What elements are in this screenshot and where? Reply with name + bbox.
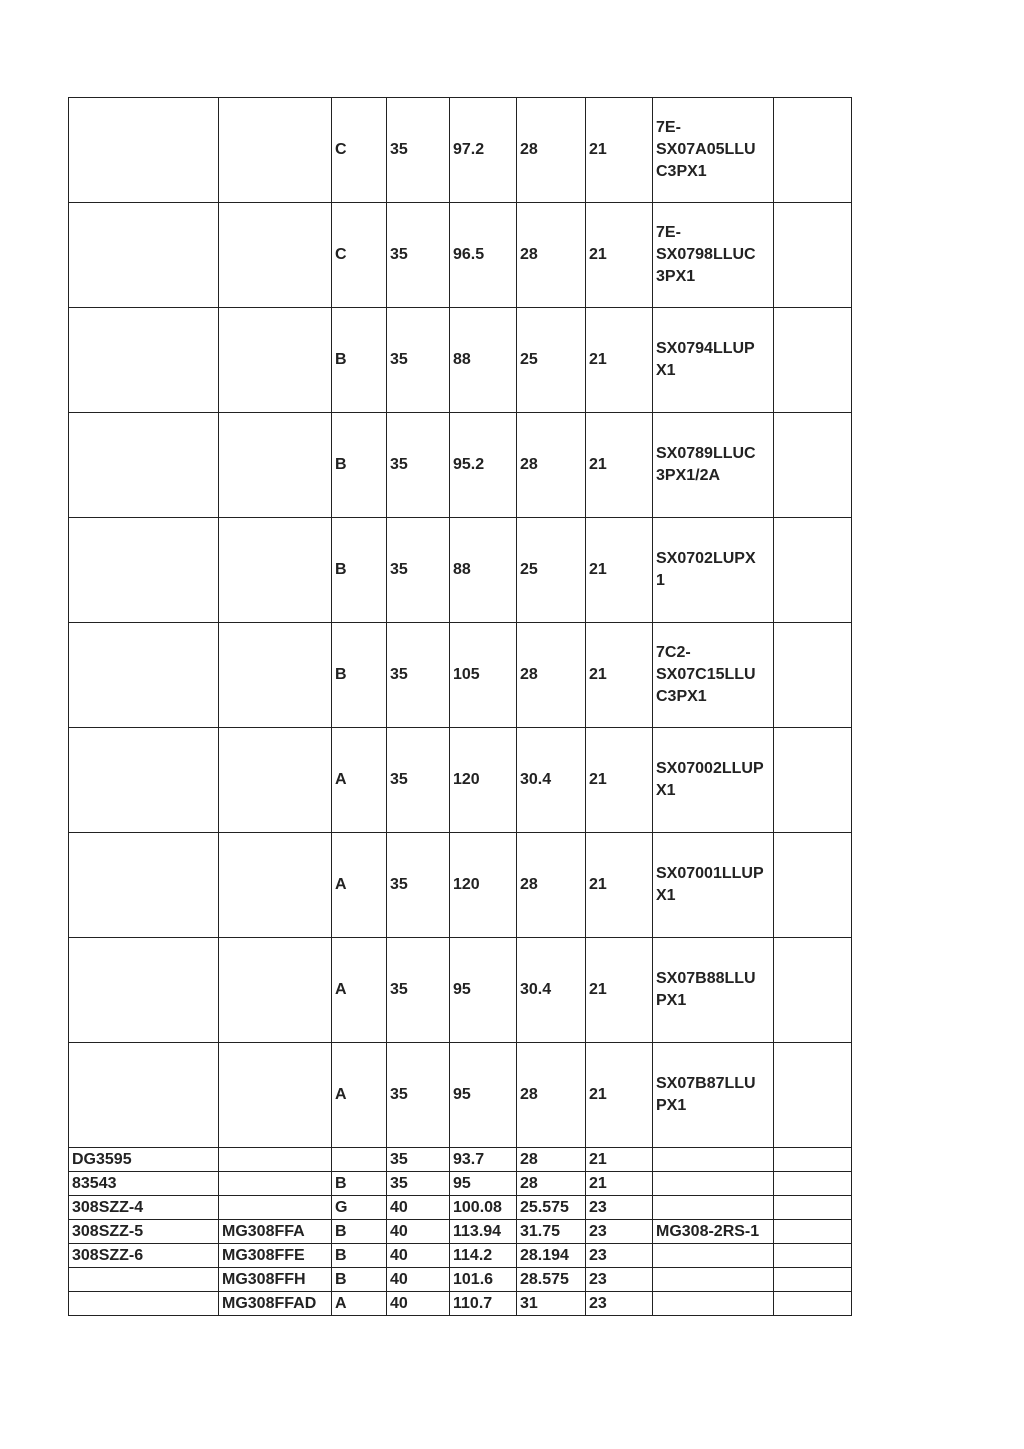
table-cell: 25 bbox=[517, 308, 586, 413]
table-cell: 28 bbox=[517, 623, 586, 728]
table-cell bbox=[774, 518, 852, 623]
table-cell: A bbox=[332, 833, 387, 938]
table-cell bbox=[69, 518, 219, 623]
table-cell bbox=[774, 1244, 852, 1268]
table-cell: A bbox=[332, 728, 387, 833]
table-cell: 95 bbox=[450, 938, 517, 1043]
table-cell: 21 bbox=[586, 1148, 653, 1172]
table-row bbox=[69, 413, 852, 518]
table-cell: 28 bbox=[517, 833, 586, 938]
table-cell bbox=[69, 308, 219, 413]
table-cell bbox=[69, 623, 219, 728]
table-cell: 40 bbox=[387, 1220, 450, 1244]
table-cell: 95.2 bbox=[450, 413, 517, 518]
table-cell: B bbox=[332, 308, 387, 413]
table-cell: 21 bbox=[586, 413, 653, 518]
table-cell: 23 bbox=[586, 1268, 653, 1292]
table-cell: SX07002LLUP X1 bbox=[653, 728, 774, 833]
table-cell bbox=[219, 833, 332, 938]
table-row bbox=[69, 1172, 852, 1196]
table-cell: 35 bbox=[387, 833, 450, 938]
table-cell: 35 bbox=[387, 308, 450, 413]
table-cell: 113.94 bbox=[450, 1220, 517, 1244]
table-cell: 21 bbox=[586, 98, 653, 203]
table-cell: MG308FFA bbox=[219, 1220, 332, 1244]
table-cell: 95 bbox=[450, 1043, 517, 1148]
table-cell: 40 bbox=[387, 1196, 450, 1220]
table-cell bbox=[69, 728, 219, 833]
table-cell: SX07B88LLU PX1 bbox=[653, 938, 774, 1043]
table-cell bbox=[219, 308, 332, 413]
table-cell: 35 bbox=[387, 728, 450, 833]
table-cell bbox=[219, 1172, 332, 1196]
table-cell bbox=[774, 1148, 852, 1172]
table-cell: 40 bbox=[387, 1268, 450, 1292]
table-cell: 308SZZ-4 bbox=[69, 1196, 219, 1220]
table-cell: 114.2 bbox=[450, 1244, 517, 1268]
table-cell bbox=[219, 98, 332, 203]
table-cell: 21 bbox=[586, 203, 653, 308]
table-cell: 25.575 bbox=[517, 1196, 586, 1220]
table-cell: 308SZZ-5 bbox=[69, 1220, 219, 1244]
table-cell: 7E- SX0798LLUC 3PX1 bbox=[653, 203, 774, 308]
table-cell: B bbox=[332, 518, 387, 623]
table-cell: 21 bbox=[586, 308, 653, 413]
table-cell: 35 bbox=[387, 1148, 450, 1172]
table-row bbox=[69, 203, 852, 308]
table-cell: 35 bbox=[387, 518, 450, 623]
table-cell: 23 bbox=[586, 1220, 653, 1244]
table-cell bbox=[219, 413, 332, 518]
table-row bbox=[69, 1043, 852, 1148]
table-cell bbox=[219, 1196, 332, 1220]
table-cell: B bbox=[332, 1244, 387, 1268]
table-cell: B bbox=[332, 1268, 387, 1292]
table-cell bbox=[774, 623, 852, 728]
table-cell bbox=[69, 833, 219, 938]
table-cell: SX0794LLUP X1 bbox=[653, 308, 774, 413]
table-cell: 105 bbox=[450, 623, 517, 728]
table-cell: 31 bbox=[517, 1292, 586, 1316]
table-cell: 30.4 bbox=[517, 938, 586, 1043]
table-cell bbox=[69, 98, 219, 203]
table-cell bbox=[69, 1292, 219, 1316]
table-cell: 40 bbox=[387, 1244, 450, 1268]
table-cell bbox=[69, 938, 219, 1043]
table-cell: 21 bbox=[586, 1043, 653, 1148]
table-cell: MG308FFAD bbox=[219, 1292, 332, 1316]
table-cell: 21 bbox=[586, 938, 653, 1043]
table-cell: 35 bbox=[387, 1172, 450, 1196]
table-row bbox=[69, 1268, 852, 1292]
table-cell: 23 bbox=[586, 1196, 653, 1220]
table-cell: 120 bbox=[450, 833, 517, 938]
table-cell bbox=[774, 1196, 852, 1220]
table-cell bbox=[69, 413, 219, 518]
table-cell bbox=[774, 308, 852, 413]
table-cell: 97.2 bbox=[450, 98, 517, 203]
table-row bbox=[69, 1196, 852, 1220]
table-cell: 28.575 bbox=[517, 1268, 586, 1292]
table-cell bbox=[219, 623, 332, 728]
table-cell bbox=[653, 1172, 774, 1196]
table-cell: 93.7 bbox=[450, 1148, 517, 1172]
table-cell: C bbox=[332, 98, 387, 203]
table-cell bbox=[774, 203, 852, 308]
table-cell: 35 bbox=[387, 938, 450, 1043]
table-cell: 31.75 bbox=[517, 1220, 586, 1244]
table-cell bbox=[653, 1244, 774, 1268]
table-cell: B bbox=[332, 1220, 387, 1244]
table-cell: 21 bbox=[586, 518, 653, 623]
table-cell: G bbox=[332, 1196, 387, 1220]
table-cell: 30.4 bbox=[517, 728, 586, 833]
table-row bbox=[69, 833, 852, 938]
table-cell: 21 bbox=[586, 833, 653, 938]
table-cell: SX0789LLUC 3PX1/2A bbox=[653, 413, 774, 518]
table-cell: 95 bbox=[450, 1172, 517, 1196]
table-row bbox=[69, 1148, 852, 1172]
bearing-spec-table bbox=[68, 97, 852, 1316]
table-row bbox=[69, 728, 852, 833]
table-cell: MG308-2RS-1 bbox=[653, 1220, 774, 1244]
table-cell bbox=[774, 1220, 852, 1244]
table-row bbox=[69, 1292, 852, 1316]
table-cell bbox=[219, 728, 332, 833]
table-cell: B bbox=[332, 413, 387, 518]
table-cell: 308SZZ-6 bbox=[69, 1244, 219, 1268]
table-body bbox=[69, 98, 852, 1316]
table-row bbox=[69, 623, 852, 728]
table-cell: 21 bbox=[586, 1172, 653, 1196]
table-cell bbox=[774, 938, 852, 1043]
table-cell bbox=[774, 98, 852, 203]
table-cell: 35 bbox=[387, 413, 450, 518]
table-cell: 28 bbox=[517, 1043, 586, 1148]
table-cell bbox=[219, 938, 332, 1043]
table-row bbox=[69, 1244, 852, 1268]
table-cell: 88 bbox=[450, 308, 517, 413]
table-cell: 25 bbox=[517, 518, 586, 623]
table-cell: 35 bbox=[387, 203, 450, 308]
table-cell: B bbox=[332, 623, 387, 728]
table-cell: 23 bbox=[586, 1292, 653, 1316]
table-cell bbox=[69, 203, 219, 308]
table-cell bbox=[774, 728, 852, 833]
table-cell: 28 bbox=[517, 98, 586, 203]
table-cell: 35 bbox=[387, 623, 450, 728]
table-cell bbox=[219, 203, 332, 308]
table-cell: 28 bbox=[517, 203, 586, 308]
table-cell bbox=[69, 1043, 219, 1148]
table-cell: 96.5 bbox=[450, 203, 517, 308]
table-cell bbox=[332, 1148, 387, 1172]
table-row bbox=[69, 938, 852, 1043]
table-cell bbox=[774, 833, 852, 938]
table-row bbox=[69, 98, 852, 203]
table-cell: SX07001LLUP X1 bbox=[653, 833, 774, 938]
table-cell: 7E- SX07A05LLU C3PX1 bbox=[653, 98, 774, 203]
table-cell: C bbox=[332, 203, 387, 308]
table-cell bbox=[774, 413, 852, 518]
table-cell: MG308FFE bbox=[219, 1244, 332, 1268]
table-cell: 28 bbox=[517, 413, 586, 518]
table-cell: DG3595 bbox=[69, 1148, 219, 1172]
table-cell bbox=[653, 1268, 774, 1292]
table-cell bbox=[774, 1043, 852, 1148]
table-cell: 100.08 bbox=[450, 1196, 517, 1220]
table-row bbox=[69, 308, 852, 413]
table-cell: 7C2- SX07C15LLU C3PX1 bbox=[653, 623, 774, 728]
table-cell: 28.194 bbox=[517, 1244, 586, 1268]
table-cell: 40 bbox=[387, 1292, 450, 1316]
table-cell: 83543 bbox=[69, 1172, 219, 1196]
table-cell: SX0702LUPX 1 bbox=[653, 518, 774, 623]
table-cell: A bbox=[332, 1043, 387, 1148]
table-cell: 120 bbox=[450, 728, 517, 833]
table-cell: SX07B87LLU PX1 bbox=[653, 1043, 774, 1148]
table-cell: 110.7 bbox=[450, 1292, 517, 1316]
table-cell bbox=[219, 1148, 332, 1172]
table-cell bbox=[69, 1268, 219, 1292]
table-cell: 21 bbox=[586, 623, 653, 728]
table-cell: A bbox=[332, 938, 387, 1043]
table-row bbox=[69, 1220, 852, 1244]
table-row bbox=[69, 518, 852, 623]
table-cell: 21 bbox=[586, 728, 653, 833]
table-cell: 35 bbox=[387, 1043, 450, 1148]
table-cell: 35 bbox=[387, 98, 450, 203]
table-cell: 88 bbox=[450, 518, 517, 623]
table-cell bbox=[219, 518, 332, 623]
table-cell bbox=[653, 1148, 774, 1172]
table-cell bbox=[653, 1196, 774, 1220]
table-cell: 28 bbox=[517, 1148, 586, 1172]
table-cell: MG308FFH bbox=[219, 1268, 332, 1292]
table-cell: B bbox=[332, 1172, 387, 1196]
table-cell: 23 bbox=[586, 1244, 653, 1268]
table-cell: A bbox=[332, 1292, 387, 1316]
table-cell bbox=[774, 1292, 852, 1316]
table-cell bbox=[653, 1292, 774, 1316]
table-cell bbox=[774, 1172, 852, 1196]
table-cell bbox=[774, 1268, 852, 1292]
table-cell: 101.6 bbox=[450, 1268, 517, 1292]
table-cell bbox=[219, 1043, 332, 1148]
table-cell: 28 bbox=[517, 1172, 586, 1196]
